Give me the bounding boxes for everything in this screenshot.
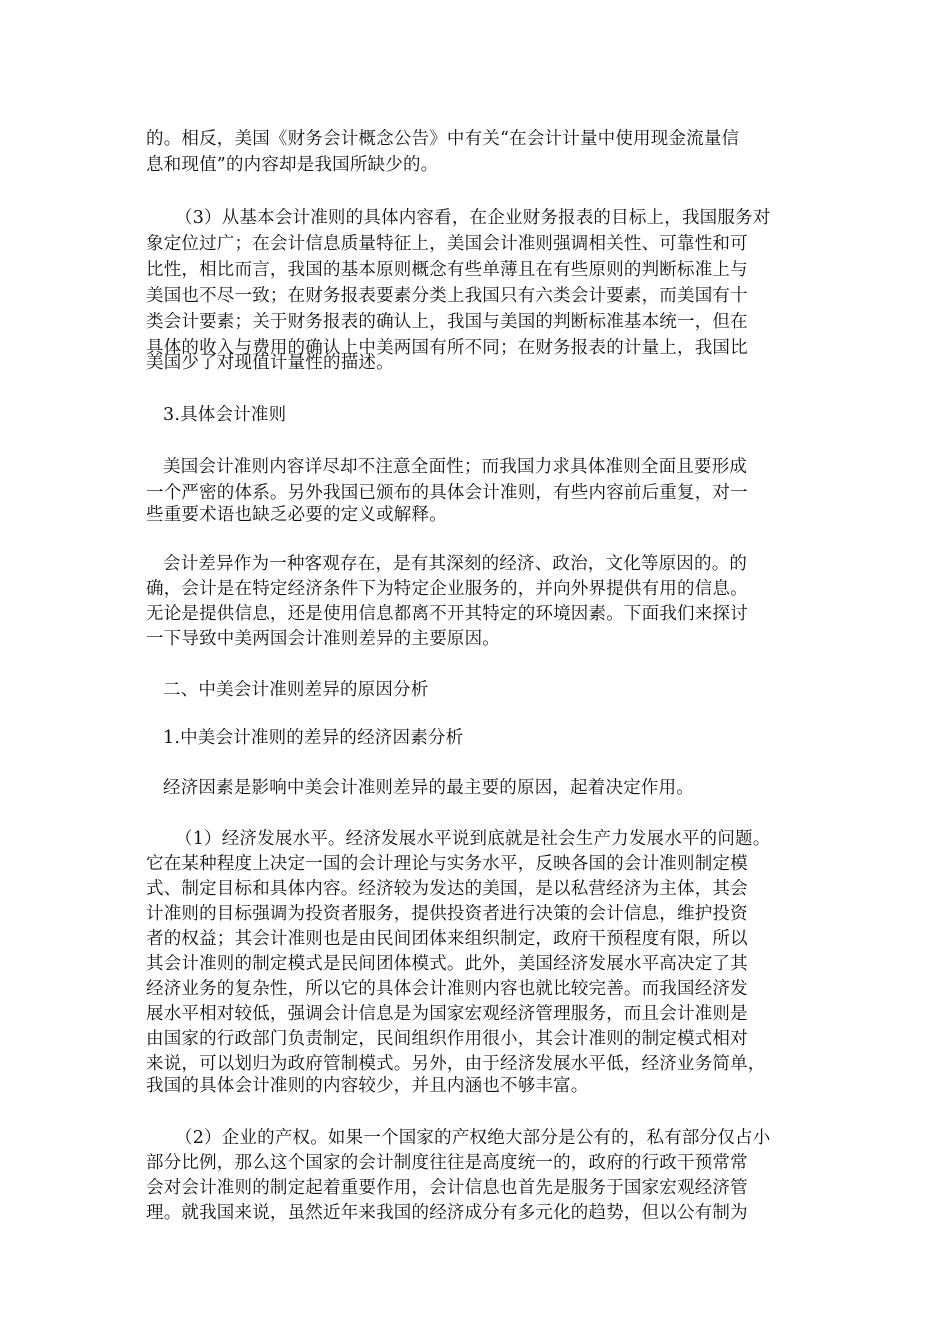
text-line: 无论是提供信息，还是使用信息都离不开其特定的环境因素。下面我们来探讨: [146, 604, 748, 624]
text-line: 由国家的行政部门负责制定，民间组织作用很小，其会计准则的制定模式相对: [146, 1029, 748, 1049]
section-heading: 1.中美会计准则的差异的经济因素分析: [163, 728, 464, 748]
text-line: 它在某种程度上决定一国的会计理论与实务水平，反映各国的会计准则制定模: [146, 854, 748, 874]
text-line: 部分比例，那么这个国家的会计制度往往是高度统一的，政府的行政干预常常: [146, 1153, 748, 1173]
text-line: 计准则的目标强调为投资者服务，提供投资者进行决策的会计信息，维护投资: [146, 904, 748, 924]
text-line: 经济业务的复杂性，所以它的具体会计准则内容也就比较完善。而我国经济发: [146, 979, 748, 999]
text-line: 具体的收入与费用的确认上中美两国有所不同；在财务报表的计量上，我国比: [146, 338, 748, 358]
text-line: 美国也不尽一致；在财务报表要素分类上我国只有六类会计要素，而美国有十: [146, 286, 748, 306]
text-line: 息和现值”的内容却是我国所缺少的。: [146, 155, 439, 175]
text-line: 其会计准则的制定模式是民间团体模式。此外，美国经济发展水平高决定了其: [146, 954, 748, 974]
text-line: 来说，可以划归为政府管制模式。另外，由于经济发展水平低，经济业务简单，: [146, 1054, 766, 1074]
text-line: 美国少了对现值计量性的描述。: [146, 353, 394, 373]
text-line: 式、制定目标和具体内容。经济较为发达的美国，是以私营经济为主体，其会: [146, 879, 748, 899]
text-line: 我国的具体会计准则的内容较少，并且内涵也不够丰富。: [146, 1076, 589, 1096]
text-line: 类会计要素；关于财务报表的确认上，我国与美国的判断标准基本统一，但在: [146, 312, 748, 332]
text-line: （3）从基本会计准则的具体内容看，在企业财务报表的目标上，我国服务对: [175, 208, 771, 228]
text-line: 经济因素是影响中美会计准则差异的最主要的原因，起着决定作用。: [163, 778, 694, 798]
text-line: 展水平相对较低，强调会计信息是为国家宏观经济管理服务，而且会计准则是: [146, 1004, 748, 1024]
text-line: 比性，相比而言，我国的基本原则概念有些单薄且在有些原则的判断标准上与: [146, 260, 748, 280]
text-line: 些重要术语也缺乏必要的定义或解释。: [146, 505, 447, 525]
text-line: 的。相反，美国《财务会计概念公告》中有关“在会计计量中使用现金流量信: [146, 129, 740, 149]
text-line: （1）经济发展水平。经济发展水平说到底就是社会生产力发展水平的问题。: [175, 829, 771, 849]
text-line: 一个严密的体系。另外我国已颁布的具体会计准则，有些内容前后重复，对一: [146, 483, 748, 503]
section-heading: 二、中美会计准则差异的原因分析: [163, 680, 429, 700]
section-heading: 3.具体会计准则: [163, 405, 287, 425]
text-line: 会计差异作为一种客观存在，是有其深刻的经济、政治，文化等原因的。的: [163, 554, 748, 574]
text-line: 象定位过广；在会计信息质量特征上，美国会计准则强调相关性、可靠性和可: [146, 234, 748, 254]
text-line: 确，会计是在特定经济条件下为特定企业服务的，并向外界提供有用的信息。: [146, 579, 748, 599]
text-line: 者的权益；其会计准则也是由民间团体来组织制定，政府干预程度有限，所以: [146, 929, 748, 949]
text-line: 理。就我国来说，虽然近年来我国的经济成分有多元化的趋势，但以公有制为: [146, 1203, 748, 1223]
text-line: 一下导致中美两国会计准则差异的主要原因。: [146, 629, 500, 649]
text-line: 美国会计准则内容详尽却不注意全面性；而我国力求具体准则全面且要形成: [163, 457, 748, 477]
text-line: 会对会计准则的制定起着重要作用，会计信息也首先是服务于国家宏观经济管: [146, 1178, 748, 1198]
text-line: （2）企业的产权。如果一个国家的产权绝大部分是公有的，私有部分仅占小: [175, 1128, 771, 1148]
